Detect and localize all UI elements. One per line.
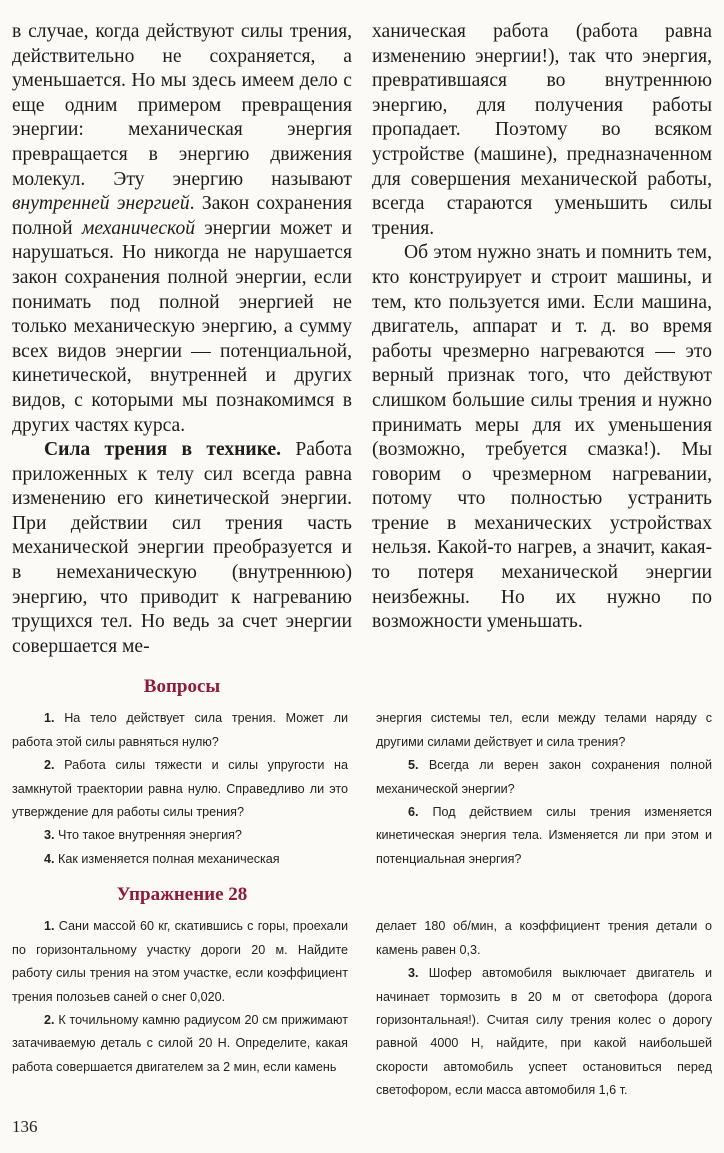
italic-term-mechanical: механической <box>81 217 196 239</box>
question-item <box>376 801 712 871</box>
question-text: На тело действует сила трения. Может ли работа этой силы равняться нулю? <box>12 711 348 749</box>
questions-right-column <box>376 707 712 871</box>
exercise-text: Сани массой 60 кг, скатившись с горы, проехали по горизонтальному участку дороги 20 м. Найдите работу силы трения на этом участке, если коэффициент трения полозьев саней о снег 0,020. <box>12 919 348 1004</box>
question-item <box>12 754 348 824</box>
main-text-left-column <box>12 20 352 659</box>
text-run: энергии может и нарушаться. Но никогда не нарушается закон сохранения полной энергии, если понимать под полной энергией не только механическую энергию, а сумму всех видов энергии — потенциальной, кинетической, внутренней и других видов, с которыми мы познакомимся в других частях курса. <box>12 217 352 436</box>
questions-left-column <box>12 707 348 871</box>
exercise-item <box>12 1009 348 1079</box>
text-run: . Закон сохранения полной <box>12 193 353 239</box>
exercise-continuation: делает 180 об/мин, а коэффициент трения детали о камень равен 0,3. <box>376 919 712 957</box>
text-run: в случае, когда действуют силы трения, действительно не сохраняется, а уменьшается. Но мы здесь имеем дело с еще одним примером превращения энергии: механическая энергия превращается в энергию движения молекул. Эту энергию называют <box>12 21 352 190</box>
exercise-item <box>376 962 712 1102</box>
italic-term-internal-energy: внутренней энергией <box>12 193 190 215</box>
exercise-text: К точильному камню радиусом 20 см прижимают затачиваемую деталь с силой 20 Н. Определите, какая работа совершается двигателем за 2 мин, если камень <box>12 1012 348 1074</box>
question-number: 3. <box>44 828 55 843</box>
main-text-row <box>12 20 712 659</box>
exercise-left-column <box>12 915 348 1079</box>
exercise-text: Шофер автомобиля выключает двигатель и начинает тормозить в 20 м от светофора (дорога горизонтальная!). Считая силу трения колес о дорогу равной 4000 Н, найдите, при какой наибольшей скорости автомобиль успеет остановиться перед светофором, если масса автомобиля 1,6 т. <box>376 966 712 1098</box>
exercise-number: 3. <box>408 966 419 981</box>
paragraph-energy-conservation <box>12 20 352 438</box>
section-subheading: Сила трения в технике. <box>44 439 282 461</box>
question-number: 1. <box>44 711 55 726</box>
questions-heading: Вопросы <box>143 676 221 698</box>
page-number: 136 <box>12 1116 38 1136</box>
question-text: Под действием силы трения изменяется кинетическая энергия тела. Изменяется ли при этом и потенциальная энергия? <box>376 805 712 866</box>
question-number: 5. <box>408 758 419 773</box>
question-number: 6. <box>408 805 419 820</box>
question-text: Работа силы тяжести и силы упругости на замкнутой траектории равна нулю. Справедливо ли это утверждение для работы силы трения? <box>12 758 348 820</box>
question-number: 4. <box>44 851 55 866</box>
question-number: 2. <box>44 758 55 773</box>
question-item <box>12 848 348 871</box>
exercise-row <box>12 915 712 1102</box>
exercise-right-column <box>376 915 712 1102</box>
question-item <box>12 824 348 847</box>
exercise-item <box>12 915 348 1009</box>
questions-row <box>12 707 712 871</box>
text-run: Работа приложенных к телу сил всегда равна изменению его кинетической энергии. При действии сил трения часть механической энергии преобразуется и в немеханическую (внутреннюю) энергию, что приводит к нагреванию трущихся тел. Но ведь за счет энергии совершается ме- <box>12 439 353 657</box>
question-text: Что такое внутренняя энергия? <box>54 828 242 843</box>
exercise-number: 2. <box>44 1012 55 1027</box>
paragraph-friction-in-technology <box>12 438 352 659</box>
question-text: Как изменяется полная механическая <box>54 851 280 866</box>
question-continuation: энергия системы тел, если между телами наряду с другими силами действует и сила трения? <box>376 711 712 749</box>
exercise-heading: Упражнение 28 <box>116 884 248 906</box>
exercise-number: 1. <box>44 919 55 934</box>
question-item <box>12 707 348 754</box>
paragraph-machines: Об этом нужно знать и помнить тем, кто конструирует и строит машины, и тем, кто пользуется ими. Если машина, двигатель, аппарат и т. д. во время работы чрезмерно нагреваются — это верный признак того, что действуют слишком большие силы трения и нужно принимать меры для их уменьшения (возможно, требуется смазка!). Мы говорим о чрезмерном нагревании, потому что полностью устранить трение в механических устройствах нельзя. Какой-то нагрев, а значит, какая-то потеря механической энергии неизбежны. Но их нужно по возможности уменьшать. <box>372 242 712 633</box>
question-item <box>376 754 712 801</box>
question-text: Всегда ли верен закон сохранения полной механической энергии? <box>376 758 712 796</box>
paragraph-continuation: ханическая работа (работа равна изменению энергии!), так что энергия, превратившаяся во внутреннюю энергию, для получения работы пропадает. Поэтому во всяком устройстве (машине), предназначенном для совершения механической работы, всегда стараются уменьшить силы трения. <box>372 21 712 239</box>
main-text-right-column <box>372 20 712 635</box>
